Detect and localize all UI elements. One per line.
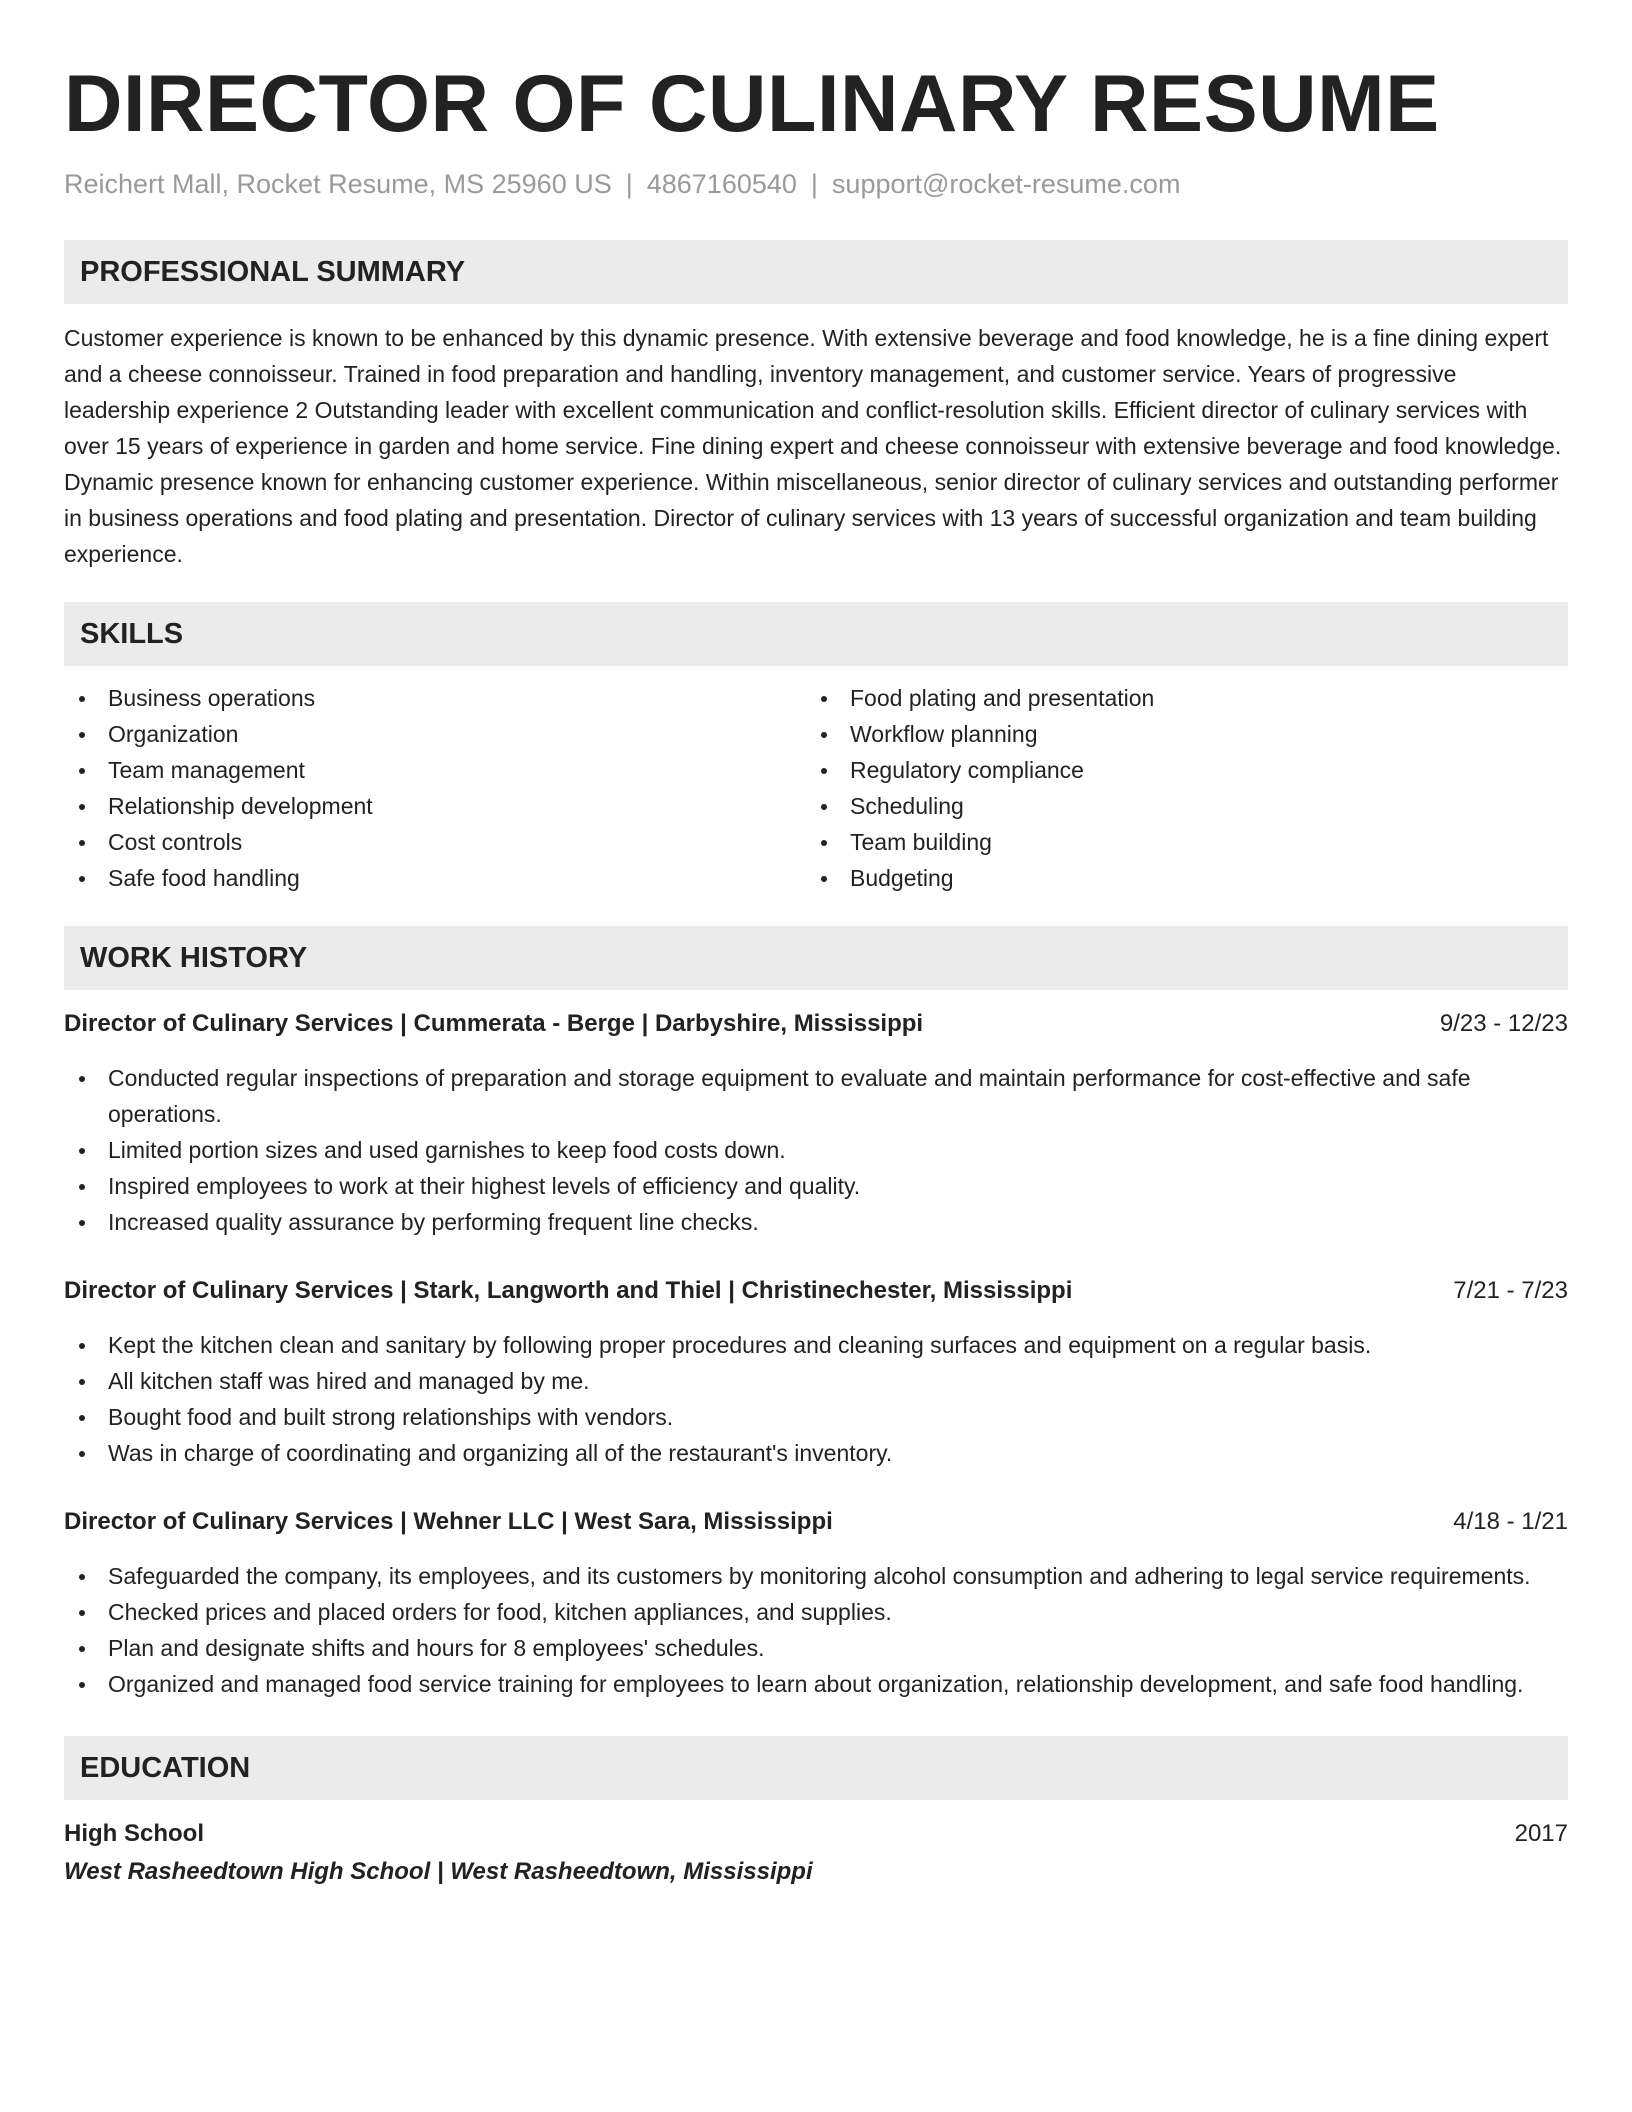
skills-heading: SKILLS — [64, 602, 1568, 666]
job-bullet: Increased quality assurance by performing frequent line checks. — [64, 1204, 1568, 1240]
job-title: Director of Culinary Services | Stark, Langworth and Thiel | Christinechester, Mississippi — [64, 1277, 1073, 1304]
skills-column-right — [806, 680, 1548, 896]
contact-line — [64, 166, 1568, 202]
job-bullets — [64, 1558, 1568, 1702]
job-bullets — [64, 1327, 1568, 1471]
job-bullet: Bought food and built strong relationships with vendors. — [64, 1399, 1568, 1435]
job-bullet: Organized and managed food service training for employees to learn about organization, relationship development, and safe food handling. — [64, 1666, 1568, 1702]
contact-email: support@rocket-resume.com — [831, 169, 1181, 199]
job-bullet: Checked prices and placed orders for food, kitchen appliances, and supplies. — [64, 1594, 1568, 1630]
resume-page — [64, 56, 1568, 1890]
job-bullet: Limited portion sizes and used garnishes to keep food costs down. — [64, 1132, 1568, 1168]
skill-item: Relationship development — [64, 788, 806, 824]
job-bullet: Plan and designate shifts and hours for 8 employees' schedules. — [64, 1630, 1568, 1666]
summary-text: Customer experience is known to be enhanced by this dynamic presence. With extensive beverage and food knowledge, he is a fine dining expert and a cheese connoisseur. Trained in food preparation and handling, inventory management, and customer service. Years of progressive leadership experience 2 Outstanding leader with excellent communication and conflict-resolution skills. Efficient director of culinary services with over 15 years of experience in garden and home service. Fine dining expert and cheese connoisseur with extensive beverage and food knowledge. Dynamic presence known for enhancing customer experience. Within miscellaneous, senior director of culinary services and outstanding performer in business operations and food plating and presentation. Director of culinary services with 13 years of successful organization and team building experience. — [64, 325, 1562, 567]
skill-item: Workflow planning — [806, 716, 1548, 752]
job-bullet: Was in charge of coordinating and organizing all of the restaurant's inventory. — [64, 1435, 1568, 1471]
skill-item: Team management — [64, 752, 806, 788]
work-history-heading: WORK HISTORY — [64, 926, 1568, 990]
job-bullet: Conducted regular inspections of preparation and storage equipment to evaluate and maintain performance for cost-effective and safe operations. — [64, 1060, 1568, 1132]
resume-title: DIRECTOR OF CULINARY RESUME — [64, 59, 1440, 149]
job-entry — [64, 1006, 1568, 1240]
education-degree: High School — [64, 1820, 204, 1847]
contact-separator: | — [810, 169, 818, 199]
skill-item: Food plating and presentation — [806, 680, 1548, 716]
job-header — [64, 1273, 1568, 1309]
skill-item: Team building — [806, 824, 1548, 860]
job-header — [64, 1504, 1568, 1540]
job-bullets — [64, 1060, 1568, 1240]
job-dates: 7/21 - 7/23 — [1453, 1277, 1568, 1304]
skill-item: Budgeting — [806, 860, 1548, 896]
skills-list — [64, 680, 1568, 896]
contact-separator: | — [625, 169, 633, 199]
job-entry — [64, 1273, 1568, 1471]
education-year: 2017 — [1514, 1820, 1568, 1847]
skill-item: Organization — [64, 716, 806, 752]
job-title: Director of Culinary Services | Cummerata - Berge | Darbyshire, Mississippi — [64, 1010, 924, 1037]
education-header — [64, 1816, 1568, 1852]
education-school: West Rasheedtown High School | West Rasheedtown, Mississippi — [64, 1858, 813, 1885]
skill-item: Business operations — [64, 680, 806, 716]
skill-item: Cost controls — [64, 824, 806, 860]
job-bullet: All kitchen staff was hired and managed by me. — [64, 1363, 1568, 1399]
job-dates: 9/23 - 12/23 — [1439, 1010, 1568, 1037]
summary-heading: PROFESSIONAL SUMMARY — [64, 240, 1568, 304]
skill-item: Regulatory compliance — [806, 752, 1548, 788]
skills-column-left — [64, 680, 806, 896]
skill-item: Scheduling — [806, 788, 1548, 824]
contact-phone: 4867160540 — [646, 169, 797, 199]
contact-address: Reichert Mall, Rocket Resume, MS 25960 US — [64, 169, 612, 199]
job-dates: 4/18 - 1/21 — [1453, 1508, 1568, 1535]
job-bullet: Inspired employees to work at their highest levels of efficiency and quality. — [64, 1168, 1568, 1204]
job-bullet: Kept the kitchen clean and sanitary by following proper procedures and cleaning surfaces and equipment on a regular basis. — [64, 1327, 1568, 1363]
skill-item: Safe food handling — [64, 860, 806, 896]
job-title: Director of Culinary Services | Wehner LLC | West Sara, Mississippi — [64, 1508, 833, 1535]
job-entry — [64, 1504, 1568, 1702]
job-header — [64, 1006, 1568, 1042]
job-bullet: Safeguarded the company, its employees, and its customers by monitoring alcohol consumption and adhering to legal service requirements. — [64, 1558, 1568, 1594]
education-heading: EDUCATION — [64, 1736, 1568, 1800]
